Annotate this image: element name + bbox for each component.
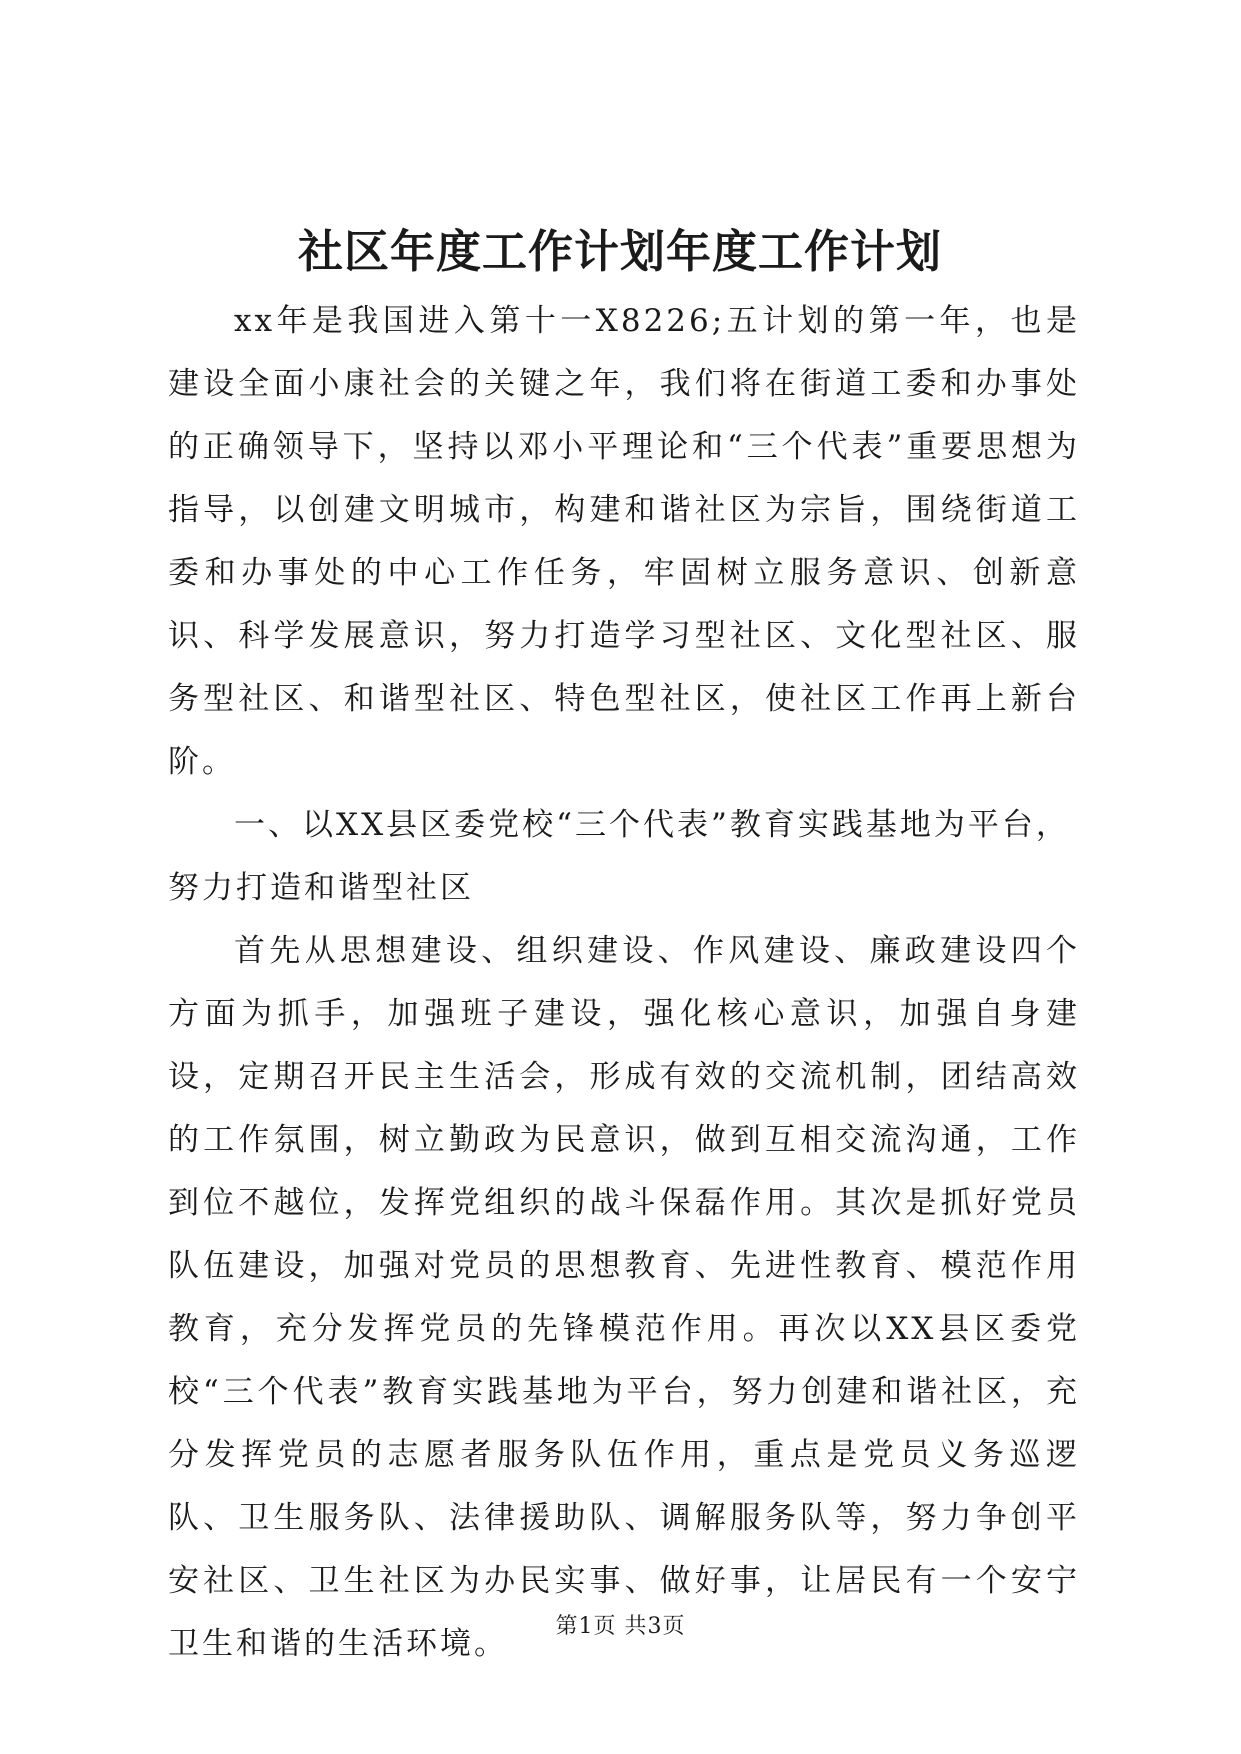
page-number-footer: 第1页 共3页 — [555, 1614, 686, 1639]
intro-paragraph: xx年是我国进入第十一X8226;五计划的第一年，也是建设全面小康社会的关键之年，我们将在街道工委和办事处的正确领导下，坚持以邓小平理论和“三个代表”重要思想为指导，以创建文明城市，构建和谐社区为宗旨，围绕街道工委和办事处的中心工作任务，牢固树立服务意识、创新意识、科学发展意识，努力打造学习型社区、文化型社区、服务型社区、和谐型社区、特色型社区，使社区工作再上新台阶。 — [168, 303, 1080, 780]
section-heading-1: 一、以XX县区委党校“三个代表”教育实践基地为平台，努力打造和谐型社区 — [168, 807, 1070, 906]
section-1-paragraph: 首先从思想建设、组织建设、作风建设、廉政建设四个方面为抓手，加强班子建设，强化核心意识，加强自身建设，定期召开民主生活会，形成有效的交流机制，团结高效的工作氛围，树立勤政为民意识，做到互相交流沟通，工作到位不越位，发挥党组织的战斗保磊作用。其次是抓好党员队伍建设，加强对党员的思想教育、先进性教育、模范作用教育，充分发挥党员的先锋模范作用。再次以XX县区委党校“三个代表”教育实践基地为平台，努力创建和谐社区，充分发挥党员的志愿者服务队伍作用，重点是党员义务巡逻队、卫生服务队、法律援助队、调解服务队等，努力争创平安社区、卫生社区为办民实事、做好事，让居民有一个安宁卫生和谐的生活环境。 — [168, 933, 1080, 1662]
document-title: 社区年度工作计划年度工作计划 — [297, 225, 942, 278]
document-body — [168, 290, 1080, 1676]
